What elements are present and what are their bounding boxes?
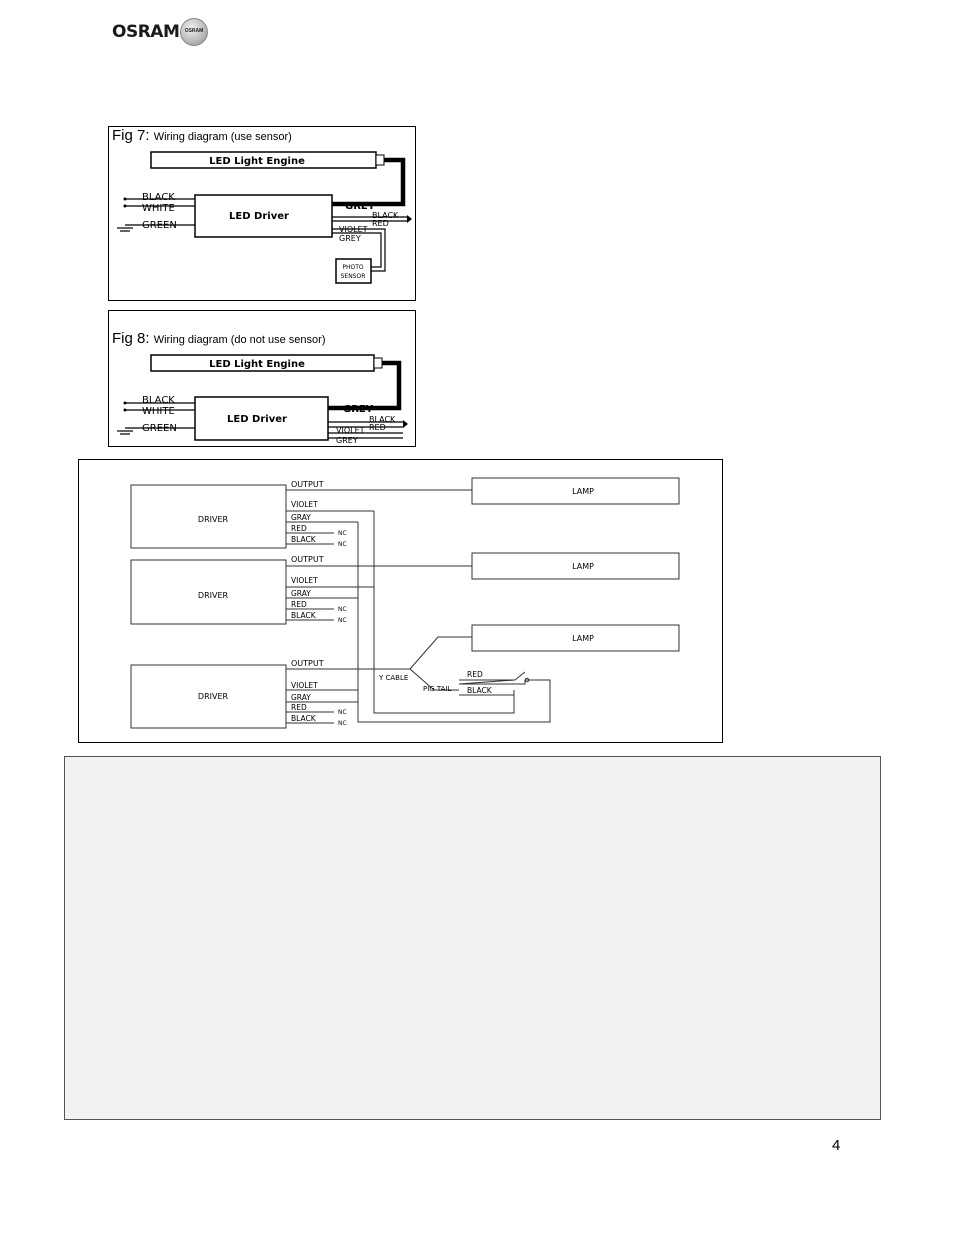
lamp-3-label: LAMP <box>572 634 594 643</box>
fig7-red-out-label: RED <box>372 219 389 228</box>
fig7-diagram <box>109 127 415 300</box>
fig8-violet-label: VIOLET <box>336 426 365 435</box>
y-cable-label: Y CABLE <box>379 674 409 682</box>
fig7-grey-small-label: GREY <box>339 234 361 243</box>
driver-1-label: DRIVER <box>197 515 229 524</box>
fig7-sensor-line2: SENSOR <box>340 273 366 280</box>
fig7-sensor-line1: PHOTO <box>342 264 364 271</box>
driver-1-gray-label: GRAY <box>291 513 311 522</box>
fig7-violet-label: VIOLET <box>339 225 368 234</box>
fig8-white-label: WHITE <box>142 406 175 417</box>
lamp-2-label: LAMP <box>572 562 594 571</box>
driver-3-output-label: OUTPUT <box>291 659 324 668</box>
fig8-diagram <box>109 311 415 446</box>
driver-3-label: DRIVER <box>197 692 229 701</box>
multi-driver-panel <box>78 459 723 743</box>
driver-1-black-label: BLACK <box>291 535 316 544</box>
fig8-grey-small-label: GREY <box>336 436 358 445</box>
pig-tail-label: PIG TAIL <box>423 685 452 693</box>
driver-2-violet-label: VIOLET <box>291 576 318 585</box>
fig8-driver-label: LED Driver <box>227 414 287 425</box>
driver-3-gray-label: GRAY <box>291 693 311 702</box>
driver-2-nc-black: NC <box>338 617 347 624</box>
fig7-panel <box>108 126 416 301</box>
fig8-red-out-label: RED <box>369 423 386 432</box>
driver-1-nc-red: NC <box>338 530 347 537</box>
fig7-grey-label: GREY <box>345 201 375 212</box>
driver-2-output-label: OUTPUT <box>291 555 324 564</box>
driver-3-nc-red: NC <box>338 709 347 716</box>
fig8-caption-text: Wiring diagram (do not use sensor) <box>153 334 326 346</box>
fig8-light-engine-label: LED Light Engine <box>209 359 305 370</box>
logo-disc-text: OSRAM <box>184 28 204 34</box>
driver-2-black-label: BLACK <box>291 611 316 620</box>
fig7-black-label: BLACK <box>142 192 175 203</box>
fig7-black-out-label: BLACK <box>372 211 399 220</box>
notes-box <box>64 756 881 1120</box>
fig8-panel <box>108 310 416 447</box>
fig7-driver-label: LED Driver <box>229 211 289 222</box>
fig8-grey-label: GREY <box>343 404 373 415</box>
driver-2-gray-label: GRAY <box>291 589 311 598</box>
fig8-green-label: GREEN <box>142 423 177 434</box>
driver-2-label: DRIVER <box>197 591 229 600</box>
driver-2-nc-red: NC <box>338 606 347 613</box>
fig7-caption-text: Wiring diagram (use sensor) <box>153 131 292 143</box>
page-number: 4 <box>832 1137 841 1154</box>
switch-red-label: RED <box>467 670 483 679</box>
driver-3-violet-label: VIOLET <box>291 681 318 690</box>
fig8-black-out-label: BLACK <box>369 415 396 424</box>
lamp-1-label: LAMP <box>572 487 594 496</box>
multi-driver-diagram <box>79 460 722 742</box>
driver-1-nc-black: NC <box>338 541 347 548</box>
driver-3-nc-black: NC <box>338 720 347 727</box>
logo-disc-icon <box>180 18 208 46</box>
osram-logo <box>112 18 208 48</box>
fig7-white-label: WHITE <box>142 203 175 214</box>
fig7-light-engine-connector <box>376 155 384 165</box>
switch-icon <box>515 672 525 680</box>
fig8-light-engine-connector <box>374 358 382 368</box>
fig7-green-label: GREEN <box>142 220 177 231</box>
driver-1-red-label: RED <box>291 524 307 533</box>
switch-black-label: BLACK <box>467 686 492 695</box>
logo-wordmark: OSRAM <box>112 22 180 42</box>
fig8-black-label: BLACK <box>142 395 175 406</box>
driver-3-black-label: BLACK <box>291 714 316 723</box>
fig7-light-engine-label: LED Light Engine <box>209 156 305 167</box>
driver-3-red-label: RED <box>291 703 307 712</box>
driver-2-red-label: RED <box>291 600 307 609</box>
fig7-label: Fig 7: <box>112 127 150 144</box>
driver-1-output-label: OUTPUT <box>291 480 324 489</box>
fig8-label: Fig 8: <box>112 330 150 347</box>
driver-1-violet-label: VIOLET <box>291 500 318 509</box>
